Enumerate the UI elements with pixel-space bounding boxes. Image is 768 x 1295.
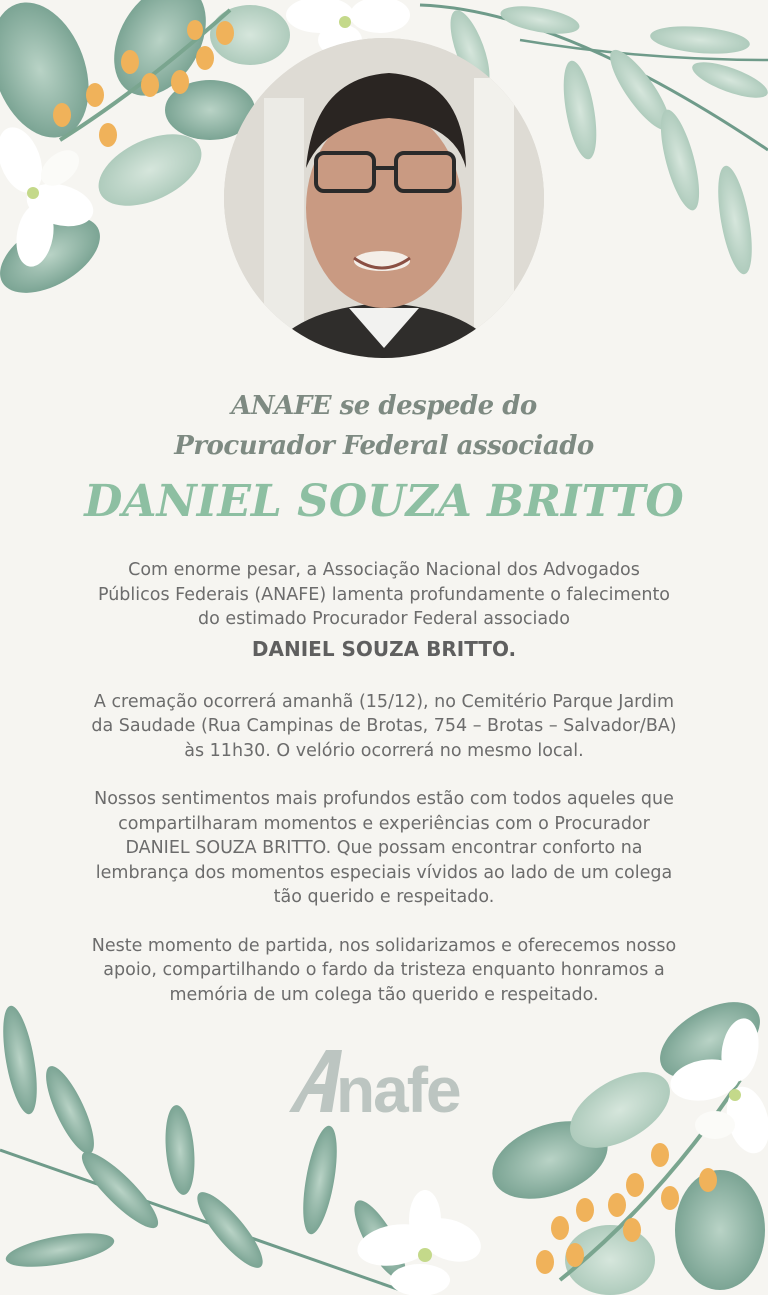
paragraph-support: Neste momento de partida, nos solidarizamos e oferecemos nosso apoio, compartilhando o fardo da tristeza enquanto honramos a memória de um colega tão querido e respeitado.	[91, 935, 677, 1005]
anafe-logo	[284, 1042, 494, 1122]
tribute-heading	[0, 386, 768, 532]
deceased-name: DANIEL SOUZA BRITTO	[84, 476, 684, 527]
paragraph-ceremony: A cremação ocorrerá amanhã (15/12), no Cemitério Parque Jardim da Saudade (Rua Campinas de Brotas, 754 – Brotas – Salvador/BA) às 11h30. O velório ocorrerá no mesmo local.	[91, 691, 677, 761]
heading-line-1: ANAFE se despede do	[231, 391, 537, 421]
portrait-photo	[224, 38, 544, 358]
announcement-name: DANIEL SOUZA BRITTO.	[251, 636, 517, 661]
paragraph-condolences: Nossos sentimentos mais profundos estão com todos aqueles que compartilharam momentos e experiências com o Procurador DANIEL SOUZA BRITTO. Que possam encontrar conforto na lembrança dos momentos especiais vívidos ao lado de um colega tão querido e respeitado.	[94, 789, 674, 907]
heading-line-2: Procurador Federal associado	[174, 431, 594, 461]
person-icon	[224, 38, 544, 358]
announcement-text: Com enorme pesar, a Associação Nacional dos Advogados Públicos Federais (ANAFE) lamenta profundamente o falecimento do estimado Procurador Federal associado	[97, 560, 671, 629]
svg-text:nafe: nafe	[336, 1054, 460, 1122]
leaf-cluster-bottom-right-icon	[482, 987, 768, 1295]
tribute-body	[90, 558, 678, 1031]
lily-flower-icon	[354, 1190, 487, 1295]
paragraph-announcement	[90, 558, 678, 666]
